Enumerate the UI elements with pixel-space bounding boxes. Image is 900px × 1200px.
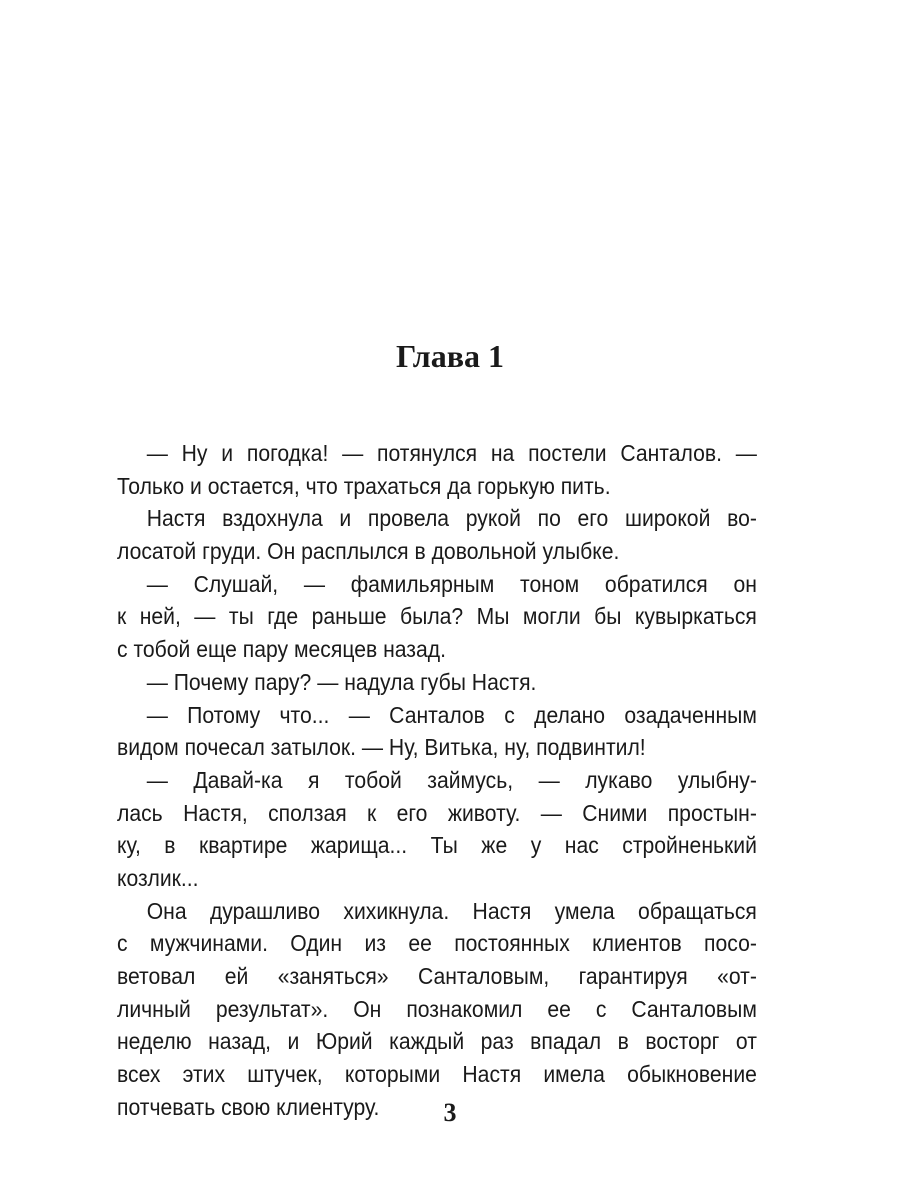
text-line (117, 502, 757, 535)
paragraph (117, 568, 757, 666)
text-line-content: — Ну и погодка! — потянулся на постели Санталов. — (146, 440, 757, 466)
text-line (117, 437, 757, 470)
text-line-content: к ней, — ты где раньше была? Мы могли бы кувыркаться (117, 603, 757, 630)
text-line (117, 764, 757, 797)
text-line (117, 797, 757, 830)
text-line-content: лосатой груди. Он расплылся в довольной улыбке. (117, 538, 620, 565)
chapter-title: Глава 1 (396, 338, 504, 374)
text-line-content: всех этих штучек, которыми Настя имела обыкновение (117, 1061, 757, 1088)
body-text (117, 437, 757, 1123)
text-line-content: потчевать свою клиентуру. (117, 1093, 380, 1120)
text-line-content: ку, в квартире жарища... Ты же у нас стройненький (117, 832, 757, 859)
text-line-content: с мужчинами. Один из ее постоянных клиентов посо- (117, 930, 757, 957)
text-line (117, 568, 757, 601)
text-line-content: лась Настя, сползая к его животу. — Сними простын- (117, 799, 757, 826)
text-line-content: с тобой еще пару месяцев назад. (117, 636, 446, 663)
paragraph (117, 437, 757, 502)
text-line (117, 993, 757, 1026)
text-line-content: Она дурашливо хихикнула. Настя умела обращаться (146, 897, 757, 924)
paragraph (117, 666, 757, 699)
text-line (117, 666, 757, 699)
paragraph (117, 502, 757, 567)
text-line (117, 1025, 757, 1058)
text-line-content: Только и остается, что трахаться да горькую пить. (117, 472, 611, 499)
text-line (117, 633, 757, 666)
text-line-content: — Потому что... — Санталов с делано озадаченным (146, 701, 757, 728)
paragraph (117, 764, 757, 895)
text-line (117, 862, 757, 895)
text-line (117, 895, 757, 928)
text-line-content: неделю назад, и Юрий каждый раз впадал в восторг от (117, 1028, 757, 1055)
text-line (117, 960, 757, 993)
page-number: 3 (443, 1098, 457, 1127)
text-line (117, 829, 757, 862)
text-line-content: личный результат». Он познакомил ее с Санталовым (117, 995, 757, 1022)
text-line (117, 1058, 757, 1091)
text-line-content: Настя вздохнула и провела рукой по его широкой во- (146, 505, 757, 532)
text-line-content: — Слушай, — фамильярным тоном обратился он (146, 570, 757, 597)
paragraph (117, 895, 757, 1124)
paragraph (117, 699, 757, 764)
text-line (117, 927, 757, 960)
text-line-content: козлик... (117, 864, 199, 891)
text-line-content: видом почесал затылок. — Ну, Витька, ну, подвинтил! (117, 734, 646, 761)
text-line (117, 535, 757, 568)
text-line (117, 731, 757, 764)
text-line-content: ветовал ей «заняться» Санталовым, гарантируя «от- (117, 963, 757, 989)
text-line (117, 600, 757, 633)
text-line (117, 470, 757, 503)
text-line (117, 699, 757, 732)
text-line-content: — Почему пару? — надула губы Настя. (146, 668, 537, 695)
text-line-content: — Давай-ка я тобой займусь, — лукаво улыбну- (146, 766, 757, 793)
